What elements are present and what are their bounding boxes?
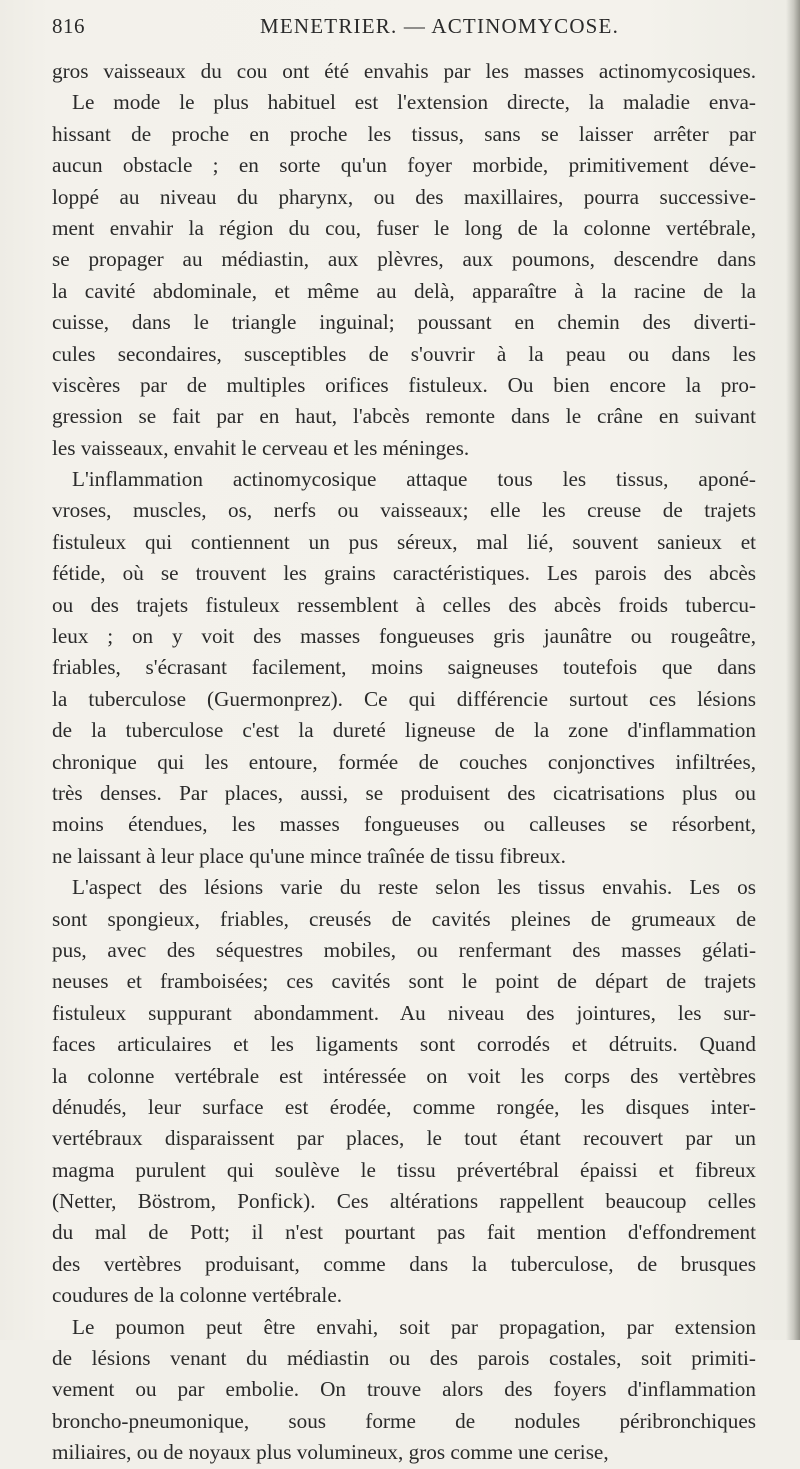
- text-line: la cavité abdominale, et même au delà, apparaître à la racine de la: [52, 278, 756, 303]
- text-line: gression se fait par en haut, l'abcès remonte dans le crâne en suivant: [52, 404, 756, 429]
- text-line: neuses et framboisées; ces cavités sont le point de départ de trajets: [52, 969, 756, 994]
- text-line: cules secondaires, susceptibles de s'ouvrir à la peau ou dans les: [52, 341, 756, 366]
- text-line: ou des trajets fistuleux ressemblent à celles des abcès froids tubercu-: [52, 592, 756, 617]
- text-line: se propager au médiastin, aux plèvres, aux poumons, descendre dans: [52, 247, 756, 272]
- text-line: (Netter, Böstrom, Ponfick). Ces altérations rappellent beaucoup celles: [52, 1189, 756, 1214]
- text-line: ne laissant à leur place qu'une mince traînée de tissu fibreux.: [52, 843, 566, 868]
- text-line: les vaisseaux, envahit le cerveau et les méninges.: [52, 435, 470, 460]
- text-line: vement ou par embolie. On trouve alors des foyers d'inflammation: [52, 1377, 756, 1402]
- text-line: très denses. Par places, aussi, se produisent des cicatrisations plus ou: [52, 780, 756, 805]
- text-line: fistuleux qui contiennent un pus séreux, mal lié, souvent sanieux et: [52, 529, 756, 554]
- text-line: dénudés, leur surface est érodée, comme rongée, les disques inter-: [52, 1094, 756, 1119]
- text-line: faces articulaires et les ligaments sont corrodés et détruits. Quand: [52, 1032, 756, 1057]
- text-line: broncho-pneumonique, sous forme de nodules péribronchiques: [52, 1408, 756, 1433]
- text-line: de lésions venant du médiastin ou des parois costales, soit primiti-: [52, 1346, 756, 1371]
- text-line: cuisse, dans le triangle inguinal; poussant en chemin des diverti-: [52, 310, 756, 335]
- text-line: ment envahir la région du cou, fuser le long de la colonne vertébrale,: [52, 215, 756, 240]
- text-line: moins étendues, les masses fongueuses ou calleuses se résorbent,: [52, 812, 756, 837]
- text-line: chronique qui les entoure, formée de couches conjonctives infiltrées,: [52, 749, 756, 774]
- text-line: vertébraux disparaissent par places, le tout étant recouvert par un: [52, 1126, 756, 1151]
- text-line: L'inflammation actinomycosique attaque tous les tissus, aponé-: [72, 467, 756, 492]
- text-line: la tuberculose (Guermonprez). Ce qui différencie surtout ces lésions: [52, 686, 756, 711]
- text-line: aucun obstacle ; en sorte qu'un foyer morbide, primitivement déve-: [52, 153, 756, 178]
- page-edge-shadow: [786, 0, 800, 1340]
- text-line: Le poumon peut être envahi, soit par propagation, par extension: [72, 1314, 756, 1339]
- text-line: vroses, muscles, os, nerfs ou vaisseaux; elle les creuse de trajets: [52, 498, 756, 523]
- text-line: magma purulent qui soulève le tissu prévertébral épaissi et fibreux: [52, 1157, 756, 1182]
- text-line: L'aspect des lésions varie du reste selon les tissus envahis. Les os: [72, 875, 756, 900]
- text-line: Le mode le plus habituel est l'extension directe, la maladie enva-: [72, 90, 756, 115]
- page-header: [52, 14, 752, 44]
- text-line: miliaires, ou de noyaux plus volumineux, gros comme une cerise,: [52, 1440, 609, 1465]
- running-title: MENETRIER. — ACTINOMYCOSE.: [260, 14, 620, 38]
- text-line: des vertèbres produisant, comme dans la tuberculose, de brusques: [52, 1251, 756, 1276]
- page-number: 816: [52, 14, 85, 38]
- text-line: pus, avec des séquestres mobiles, ou renfermant des masses gélati-: [52, 937, 756, 962]
- text-line: de la tuberculose c'est la dureté ligneuse de la zone d'inflammation: [52, 718, 756, 743]
- text-line: fistuleux suppurant abondamment. Au niveau des jointures, les sur-: [52, 1000, 756, 1025]
- text-line: la colonne vertébrale est intéressée on voit les corps des vertèbres: [52, 1063, 756, 1088]
- text-line: gros vaisseaux du cou ont été envahis par les masses actinomycosiques.: [52, 59, 756, 83]
- text-line: du mal de Pott; il n'est pourtant pas fait mention d'effondrement: [52, 1220, 756, 1245]
- text-line: loppé au niveau du pharynx, ou des maxillaires, pourra successive-: [52, 184, 756, 209]
- text-line: leux ; on y voit des masses fongueuses gris jaunâtre ou rougeâtre,: [52, 624, 756, 649]
- text-line: friables, s'écrasant facilement, moins saigneuses toutefois que dans: [52, 655, 756, 680]
- text-line: sont spongieux, friables, creusés de cavités pleines de grumeaux de: [52, 906, 756, 931]
- text-line: coudures de la colonne vertébrale.: [52, 1283, 343, 1308]
- text-line: viscères par de multiples orifices fistuleux. Ou bien encore la pro-: [52, 372, 756, 397]
- text-line: fétide, où se trouvent les grains caractéristiques. Les parois des abcès: [52, 561, 756, 586]
- body-text: [52, 56, 756, 1469]
- text-line: hissant de proche en proche les tissus, sans se laisser arrêter par: [52, 121, 756, 146]
